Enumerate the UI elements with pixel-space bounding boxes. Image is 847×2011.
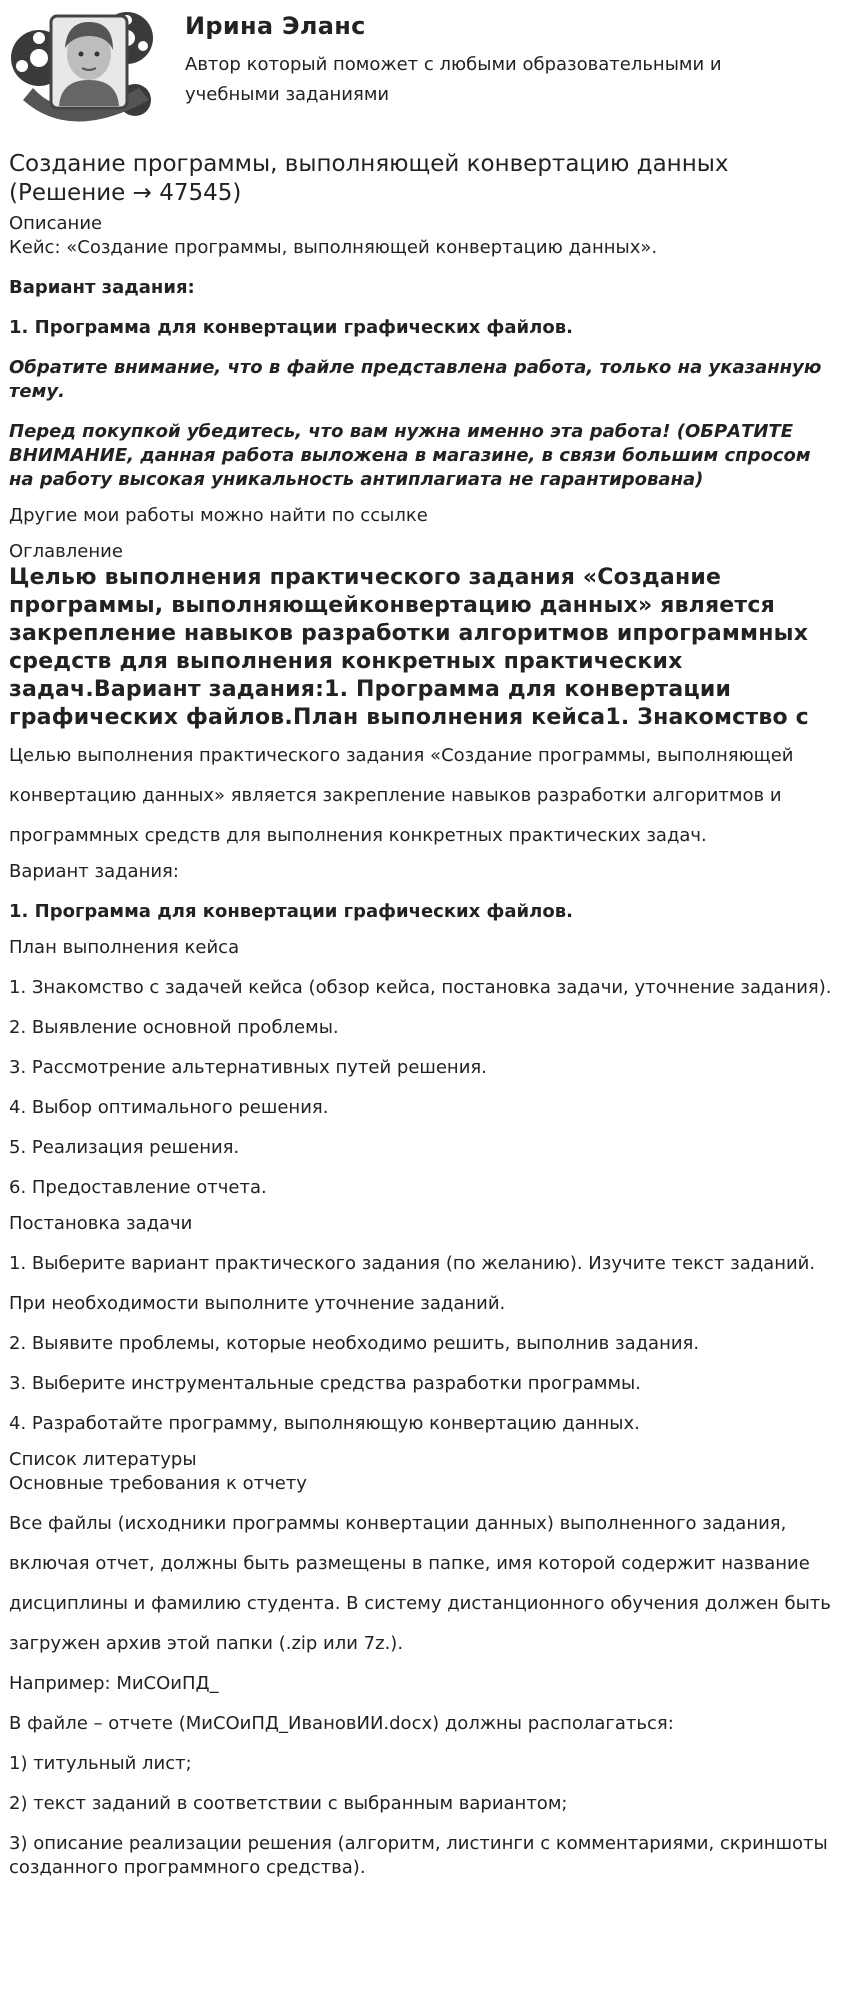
requirement-line: включая отчет, должны быть размещены в папке, имя которой содержит название (9, 1553, 810, 1574)
task-item: 3. Выберите инструментальные средства разработки программы. (9, 1373, 641, 1394)
requirement-line: 1) титульный лист; (9, 1753, 192, 1774)
task-item: 4. Разработайте программу, выполняющую конвертацию данных. (9, 1413, 640, 1434)
plan-item: 3. Рассмотрение альтернативных путей решения. (9, 1057, 487, 1078)
task-item: При необходимости выполните уточнение заданий. (9, 1293, 506, 1314)
author-info (185, 8, 805, 127)
requirements-label: Основные требования к отчету (9, 1473, 307, 1494)
variant-heading: Вариант задания: (9, 277, 195, 298)
plan-label: План выполнения кейса (9, 937, 240, 958)
requirement-line: 3) описание реализации решения (алгоритм, листинги с комментариями, скриншоты созданного программного средства). (9, 1833, 828, 1878)
goal-line: Целью выполнения практического задания «Создание программы, выполняющей (9, 745, 794, 766)
goal-line: программных средств для выполнения конкретных практических задач. (9, 825, 707, 846)
author-avatar (9, 8, 161, 123)
task-label: Постановка задачи (9, 1213, 193, 1234)
requirement-line: загружен архив этой папки (.zip или 7z.). (9, 1633, 404, 1654)
plan-item: 4. Выбор оптимального решения. (9, 1097, 329, 1118)
requirement-line: Например: МиСОиПД_ (9, 1673, 219, 1694)
variant-item: 1. Программа для конвертации графических файлов. (9, 317, 573, 338)
task-item: 2. Выявите проблемы, которые необходимо решить, выполнив задания. (9, 1333, 700, 1354)
requirement-line: В файле – отчете (МиСОиПД_ИвановИИ.docx) должны располагаться: (9, 1713, 674, 1734)
plan-item: 5. Реализация решения. (9, 1137, 240, 1158)
plan-item: 2. Выявление основной проблемы. (9, 1017, 339, 1038)
plan-item: 6. Предоставление отчета. (9, 1177, 267, 1198)
requirement-line: 2) текст заданий в соответствии с выбранным вариантом; (9, 1793, 568, 1814)
goal-paragraph (9, 736, 838, 856)
task-item: 1. Выберите вариант практического задания (по желанию). Изучите текст заданий. (9, 1253, 816, 1274)
variant-label-2: Вариант задания: (9, 861, 179, 882)
description-label: Описание (9, 213, 103, 234)
toc-label: Оглавление (9, 541, 123, 562)
other-works-text: Другие мои работы можно найти по ссылке (9, 505, 428, 526)
plan-item: 1. Знакомство с задачей кейса (обзор кейса, постановка задачи, уточнение задания). (9, 977, 832, 998)
toc-heading: Целью выполнения практического задания «Создание программы, выполняющейконвертацию данных» является закрепление навыков разработки алгоритмов ипрограммных средств для выполнения конкретных практических задач.Вариант задания:1. Программа для конвертации графических файлов.План выполнения кейса1. Знакомство с (9, 565, 809, 730)
requirement-line: дисциплины и фамилию студента. В систему дистанционного обучения должен быть (9, 1593, 831, 1614)
author-description: Автор который поможет с любыми образовательными и учебными заданиями (185, 54, 722, 105)
author-name[interactable]: Ирина Эланс (185, 12, 366, 40)
notice-purchase: Перед покупкой убедитесь, что вам нужна именно эта работа! (ОБРАТИТЕ ВНИМАНИЕ, данная работа выложена в магазине, в связи большим спросом на работу высокая уникальность антиплагиата не гарантирована) (9, 421, 811, 490)
requirement-line: Все файлы (исходники программы конвертации данных) выполненного задания, (9, 1513, 787, 1534)
references-label: Список литературы (9, 1449, 197, 1470)
variant-item-2: 1. Программа для конвертации графических файлов. (9, 901, 573, 922)
case-line: Кейс: «Создание программы, выполняющей конвертацию данных». (9, 237, 658, 258)
goal-line: конвертацию данных» является закрепление навыков разработки алгоритмов и (9, 785, 782, 806)
page-title: Создание программы, выполняющей конвертацию данных (Решение → 47545) (9, 151, 729, 206)
notice-topic: Обратите внимание, что в файле представлена работа, только на указанную тему. (9, 357, 822, 402)
author-card (9, 0, 838, 127)
